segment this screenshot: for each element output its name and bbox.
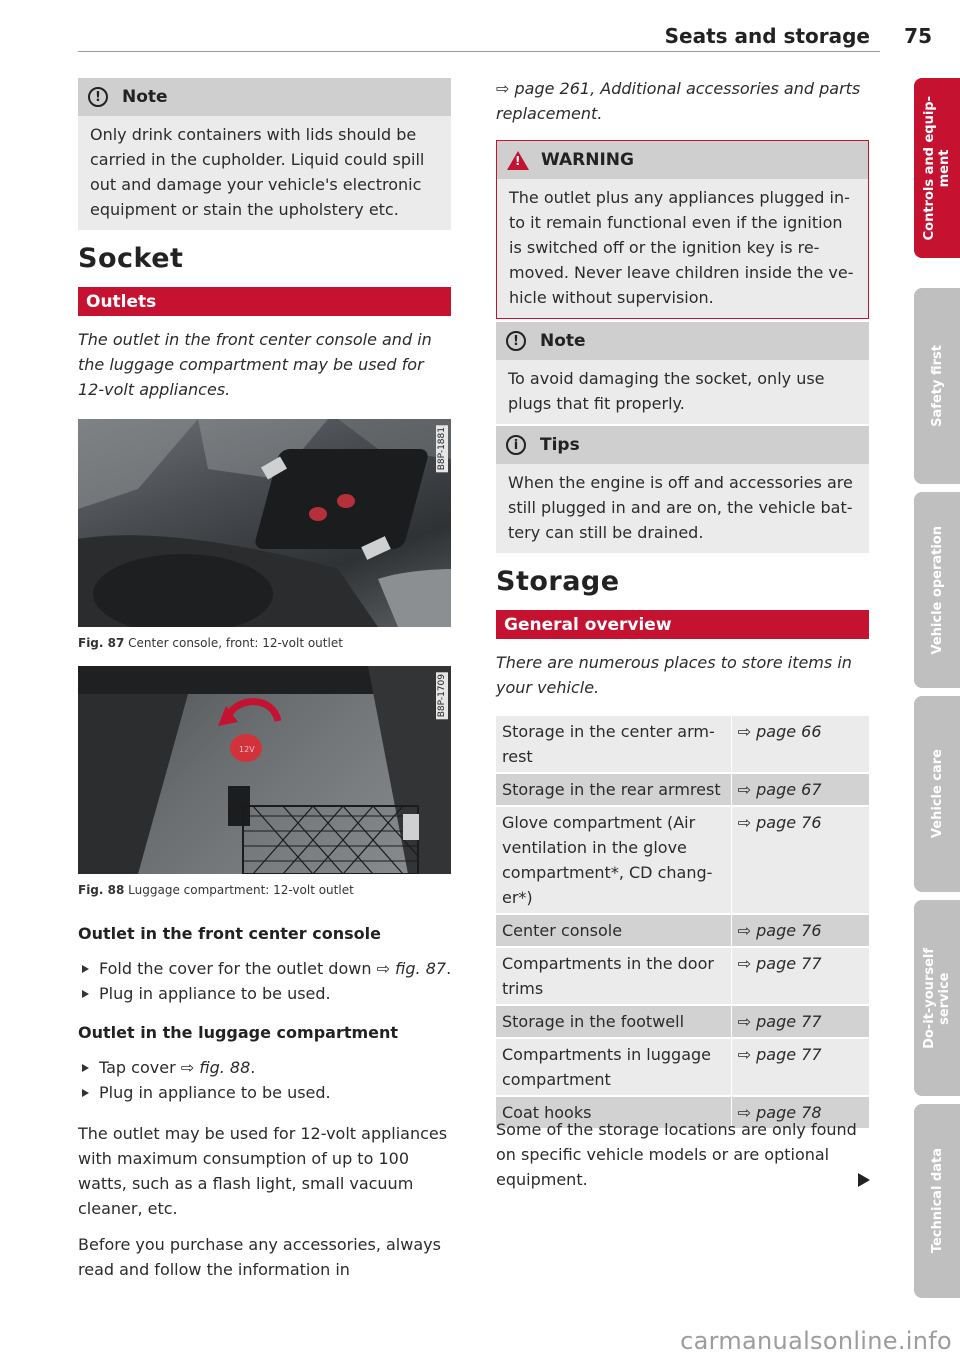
info-circle-icon: i [506,435,526,455]
figure-88-luggage-compartment [78,666,451,874]
subtitle-front-console: Outlet in the front center console [78,924,381,943]
chapter-tab-label: Vehicle care [929,749,945,839]
page-reference-link[interactable]: ⇨ page 67 [731,773,869,806]
table-row [496,773,869,806]
chapter-tab-label: Safety first [929,345,945,427]
chapter-tab[interactable] [914,696,960,892]
step-plug-in-luggage: Plug in appliance to be used. [78,1080,331,1105]
figure-id: B8P-1709 [437,674,447,718]
bullet-arrow-icon [82,990,89,998]
table-row [496,716,869,773]
storage-location: Compartments in luggage compartment [496,1038,731,1096]
table-row [496,1005,869,1038]
note-title: Note [540,331,586,351]
heading-socket: Socket [78,243,184,274]
storage-location: Compartments in the door trims [496,947,731,1005]
subtitle-luggage: Outlet in the luggage compartment [78,1023,399,1042]
page-reference-link[interactable]: ⇨ page 77 [731,1038,869,1096]
step-tap-cover: Tap cover ⇨ fig. 88. [78,1055,255,1080]
chapter-tab-label: Vehicle operation [929,525,945,655]
figure-88-caption: Fig. 88 Luggage compartment: 12-volt outlet [78,883,354,897]
svg-text:12V: 12V [239,745,255,754]
chapter-tab[interactable] [914,900,960,1096]
tips-body: When the engine is off and accessories are still plugged in and are on, the vehicle bat- tery can still be drained. [508,473,853,542]
heading-storage: Storage [496,566,620,597]
tips-box [496,426,869,553]
table-row [496,1038,869,1096]
warning-triangle-icon [507,151,529,170]
paragraph-accessories: Before you purchase any accessories, always read and follow the information in [78,1235,441,1279]
table-row [496,947,869,1005]
chapter-tab[interactable] [914,288,960,484]
step-fold-cover: Fold the cover for the outlet down ⇨ fig. 87. [78,956,451,981]
luggage-outlet-illustration [78,666,451,874]
storage-table [496,716,869,1130]
exclamation-circle-icon: ! [506,331,526,351]
storage-location: Storage in the center arm- rest [496,716,731,773]
figure-link[interactable]: ⇨ fig. 87 [376,959,447,978]
page-reference-link[interactable]: ⇨ page 77 [731,1005,869,1038]
paragraph-consumption: The outlet may be used for 12-volt appliances with maximum consumption of up to 100 watts, such as a flash light, small vacuum cleaner, etc. [78,1124,448,1218]
section-title: Seats and storage [664,24,870,48]
continue-arrow-icon [858,1173,870,1187]
note-box-cupholder [78,78,451,230]
warning-body: The outlet plus any appliances plugged in- to it remain functional even if the ignition is switched off or the ignition key is re- moved. Never leave children inside the ve- hicle without supervision. [509,188,854,307]
header-rule [78,51,880,52]
bullet-arrow-icon [82,965,89,973]
outlet-plug-2 [337,494,355,508]
page-reference-link[interactable]: ⇨ page 77 [731,947,869,1005]
note-box-socket [496,322,869,424]
socket-intro: The outlet in the front center console and in the luggage compartment may be used for 12-volt appliances. [78,330,432,399]
page-reference-link[interactable]: ⇨ page 66 [731,716,869,773]
note-body: To avoid damaging the socket, only use plugs that fit properly. [508,369,825,413]
page-reference-link[interactable]: ⇨ page 76 [731,806,869,914]
storage-location: Center console [496,914,731,947]
center-console-illustration [78,419,451,627]
figure-87-caption: Fig. 87 Center console, front: 12-volt outlet [78,636,343,650]
figure-link[interactable]: ⇨ fig. 88 [180,1058,251,1077]
table-row [496,914,869,947]
chapter-tab[interactable] [914,492,960,688]
paragraph-storage-note: Some of the storage locations are only found on specific vehicle models or are optional equipment. [496,1120,857,1189]
chapter-tab-label: Technical data [929,1148,945,1254]
storage-intro: There are numerous places to store items in your vehicle. [496,653,852,697]
chapter-tab-label: Controls and equip- ment [922,95,952,241]
figure-87-center-console [78,419,451,627]
step-plug-in-front: Plug in appliance to be used. [78,981,331,1006]
outlet-plug-1 [309,507,327,521]
bullet-arrow-icon [82,1089,89,1097]
figure-id: B8P-1881 [437,427,447,471]
exclamation-circle-icon: ! [88,87,108,107]
bullet-arrow-icon [82,1064,89,1072]
warning-box [496,140,869,319]
subheading-general-overview: General overview [496,610,869,639]
storage-location: Glove compartment (Air ventilation in the glove compartment*, CD chang- er*) [496,806,731,914]
chapter-tab-label: Do-it-yourself service [922,947,952,1049]
warning-title: WARNING [541,150,634,170]
chapter-tab[interactable] [914,1104,960,1298]
storage-location: Storage in the rear armrest [496,773,731,806]
tap-arrow [228,702,278,721]
storage-location: Coat hooks [496,1096,731,1129]
page-number: 75 [904,24,932,48]
subheading-outlets: Outlets [78,287,451,316]
table-row [496,806,869,914]
watermark: carmanualsonline.info [680,1327,952,1355]
storage-location: Storage in the footwell [496,1005,731,1038]
chapter-tab[interactable] [914,78,960,258]
paragraph-accessories-continued[interactable]: ⇨ page 261, Additional accessories and parts replacement. [496,79,861,123]
tips-title: Tips [540,435,580,455]
note-title: Note [122,87,168,107]
page-reference-link[interactable]: ⇨ page 78 [731,1096,869,1129]
page-reference-link[interactable]: ⇨ page 76 [731,914,869,947]
note-body: Only drink containers with lids should be carried in the cupholder. Liquid could spill out and damage your vehicle's electronic equipment or stain the upholstery etc. [90,125,425,219]
